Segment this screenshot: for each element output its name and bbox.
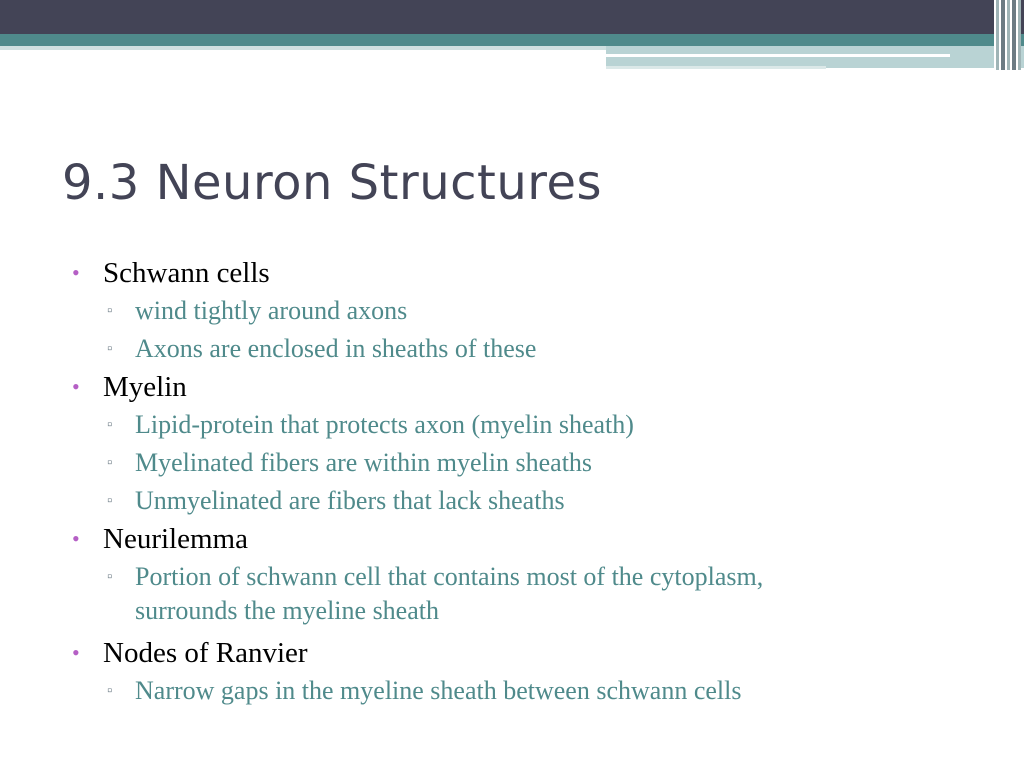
header-line <box>606 54 950 57</box>
header-band-light <box>0 46 606 50</box>
square-bullet-icon: ▫ <box>107 569 113 585</box>
stripe <box>1018 0 1021 70</box>
square-bullet-icon: ▫ <box>107 455 113 471</box>
bullet-item <box>72 256 972 294</box>
header-band-accent <box>606 46 1024 68</box>
bullet-icon: • <box>72 374 80 399</box>
header-band-dark <box>0 0 1024 34</box>
sub-bullet-text: Lipid-protein that protects axon (myelin sheath) <box>135 410 634 439</box>
sub-bullet-text: Axons are enclosed in sheaths of these <box>135 334 537 363</box>
sub-bullet-text: Narrow gaps in the myeline sheath between schwann cells <box>135 676 742 705</box>
sub-bullet-text: wind tightly around axons <box>135 296 408 325</box>
bullet-heading: Nodes of Ranvier <box>103 637 308 669</box>
sub-bullet-item <box>107 408 972 446</box>
bullet-item <box>72 370 972 408</box>
bullet-item <box>72 522 972 560</box>
sub-bullet-item <box>107 674 972 712</box>
sub-bullet-item <box>107 294 972 332</box>
bullet-heading: Myelin <box>103 371 187 403</box>
bullet-item <box>72 636 972 674</box>
square-bullet-icon: ▫ <box>107 303 113 319</box>
sub-bullet-item <box>107 332 972 370</box>
square-bullet-icon: ▫ <box>107 417 113 433</box>
sub-bullet-text: Unmyelinated are fibers that lack sheaths <box>135 486 565 515</box>
sub-bullet-item <box>107 560 835 636</box>
sub-bullet-text: Portion of schwann cell that contains most of the cytoplasm, surrounds the myeline sheath <box>135 562 764 625</box>
square-bullet-icon: ▫ <box>107 683 113 699</box>
bullet-list <box>72 256 972 712</box>
square-bullet-icon: ▫ <box>107 341 113 357</box>
slide-title: 9.3 Neuron Structures <box>62 155 602 211</box>
bullet-heading: Neurilemma <box>103 523 248 555</box>
header-band-teal <box>0 34 1024 46</box>
bullet-icon: • <box>72 526 80 551</box>
sub-bullet-text: Myelinated fibers are within myelin sheaths <box>135 448 593 477</box>
bullet-icon: • <box>72 260 80 285</box>
square-bullet-icon: ▫ <box>107 493 113 509</box>
bullet-icon: • <box>72 640 80 665</box>
sub-bullet-item <box>107 446 972 484</box>
header-stripes <box>994 0 1024 70</box>
header-line <box>606 66 826 69</box>
bullet-heading: Schwann cells <box>103 257 270 289</box>
sub-bullet-item <box>107 484 972 522</box>
